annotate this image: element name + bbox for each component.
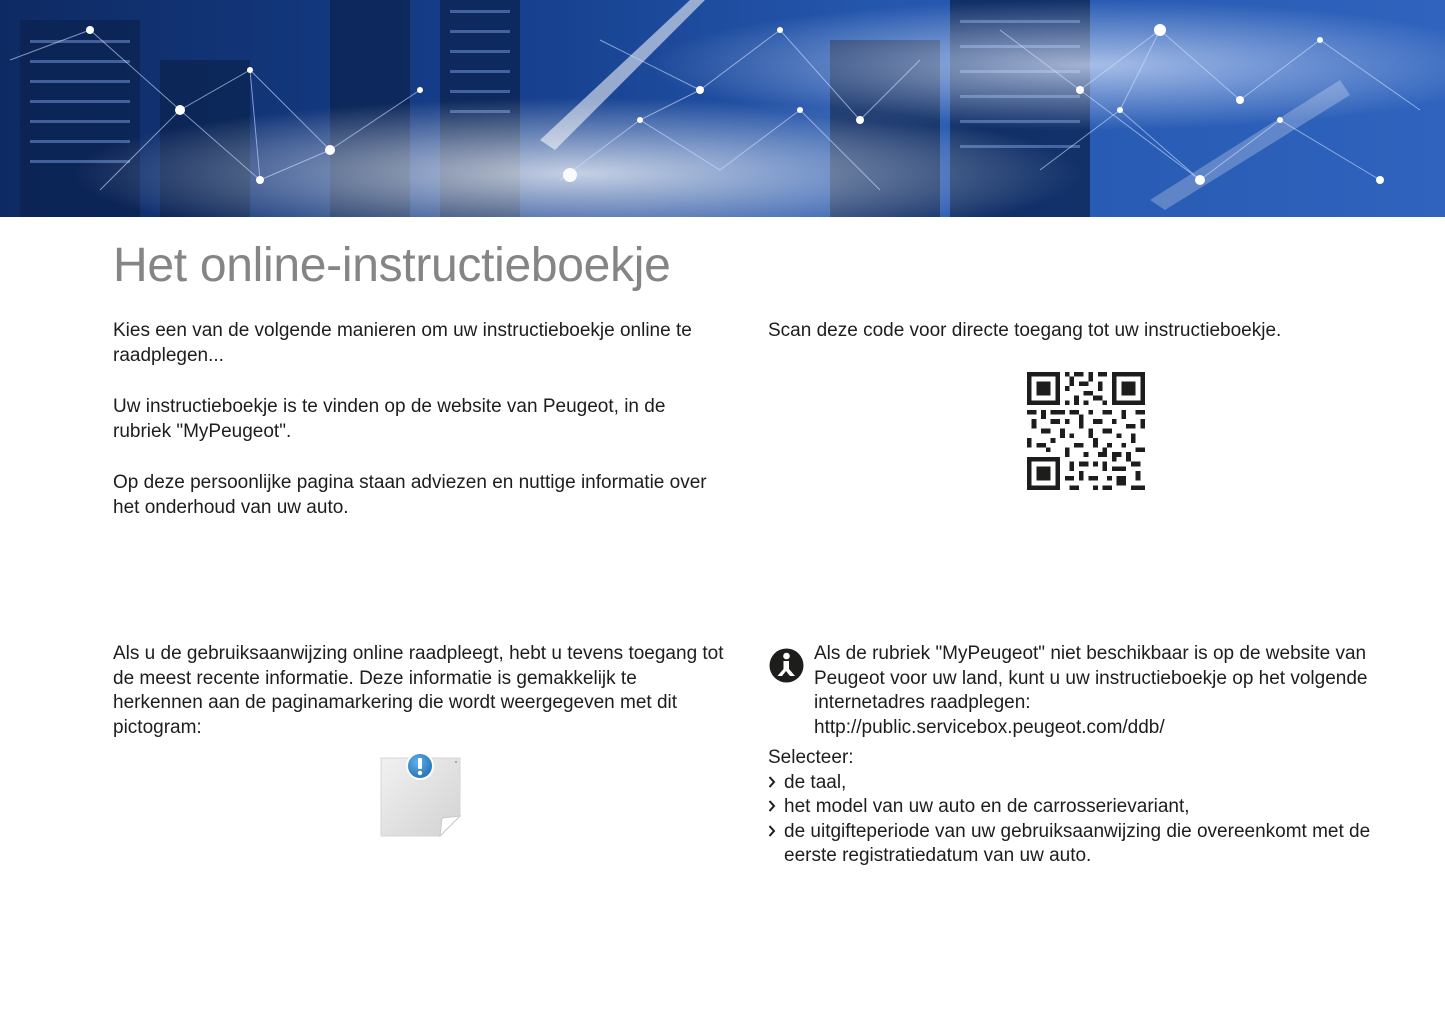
page-marker-graphic xyxy=(375,750,467,842)
personal-page-text: Op deze persoonlijke pagina staan adviezen en nuttige informatie over het onderhoud van uw auto. xyxy=(113,472,707,518)
info-icon-graphic xyxy=(769,648,804,683)
scan-text: Scan deze code voor directe toegang tot uw instructieboekje. xyxy=(768,320,1282,341)
intro-text: Kies een van de volgende manieren om uw instructieboekje online te raadplegen... xyxy=(113,320,692,366)
selection-heading: Selecteer: xyxy=(768,747,854,768)
servicebox-url[interactable]: http://public.servicebox.peugeot.com/ddb/ xyxy=(814,716,1165,738)
selection-item-period: de uitgifteperiode van uw gebruiksaanwijzing die overeenkomt met de eerste registratiedatum van uw auto. xyxy=(784,820,1371,866)
qr-code-icon[interactable] xyxy=(1026,372,1146,490)
header-banner xyxy=(0,0,1445,217)
selection-list xyxy=(768,771,1378,869)
list-item xyxy=(768,771,1378,796)
city-network-banner-image xyxy=(0,0,1445,217)
chevron-right-icon xyxy=(768,800,776,812)
selection-item-model: het model van uw auto en de carrosserievariant, xyxy=(784,796,1190,817)
website-text: Uw instructieboekje is te vinden op de website van Peugeot, in de rubriek "MyPeugeot". xyxy=(113,396,666,442)
page-title: Het online-instructieboekje xyxy=(113,239,671,292)
chevron-right-icon xyxy=(768,776,776,788)
list-item xyxy=(768,795,1378,820)
online-info-text: Als u de gebruiksaanwijzing online raadpleegt, hebt u tevens toegang tot de meest recente informatie. Deze informatie is gemakkelijk te herkennen aan de paginamarkering die wordt weergegeven met dit pictogram: xyxy=(113,643,724,738)
selection-block xyxy=(768,746,1378,869)
info-icon xyxy=(769,648,804,683)
note-text: Als de rubriek "MyPeugeot" niet beschikbaar is op de website van Peugeot voor uw land, kunt u uw instructieboekje op het volgende internetadres raadplegen: xyxy=(814,643,1368,713)
chevron-right-icon xyxy=(768,825,776,837)
selection-item-language: de taal, xyxy=(784,771,847,793)
left-column xyxy=(113,319,728,520)
qr-code-graphic xyxy=(1026,372,1146,490)
list-item xyxy=(768,820,1378,869)
note-block xyxy=(814,642,1374,740)
page-marker-icon xyxy=(375,750,467,842)
